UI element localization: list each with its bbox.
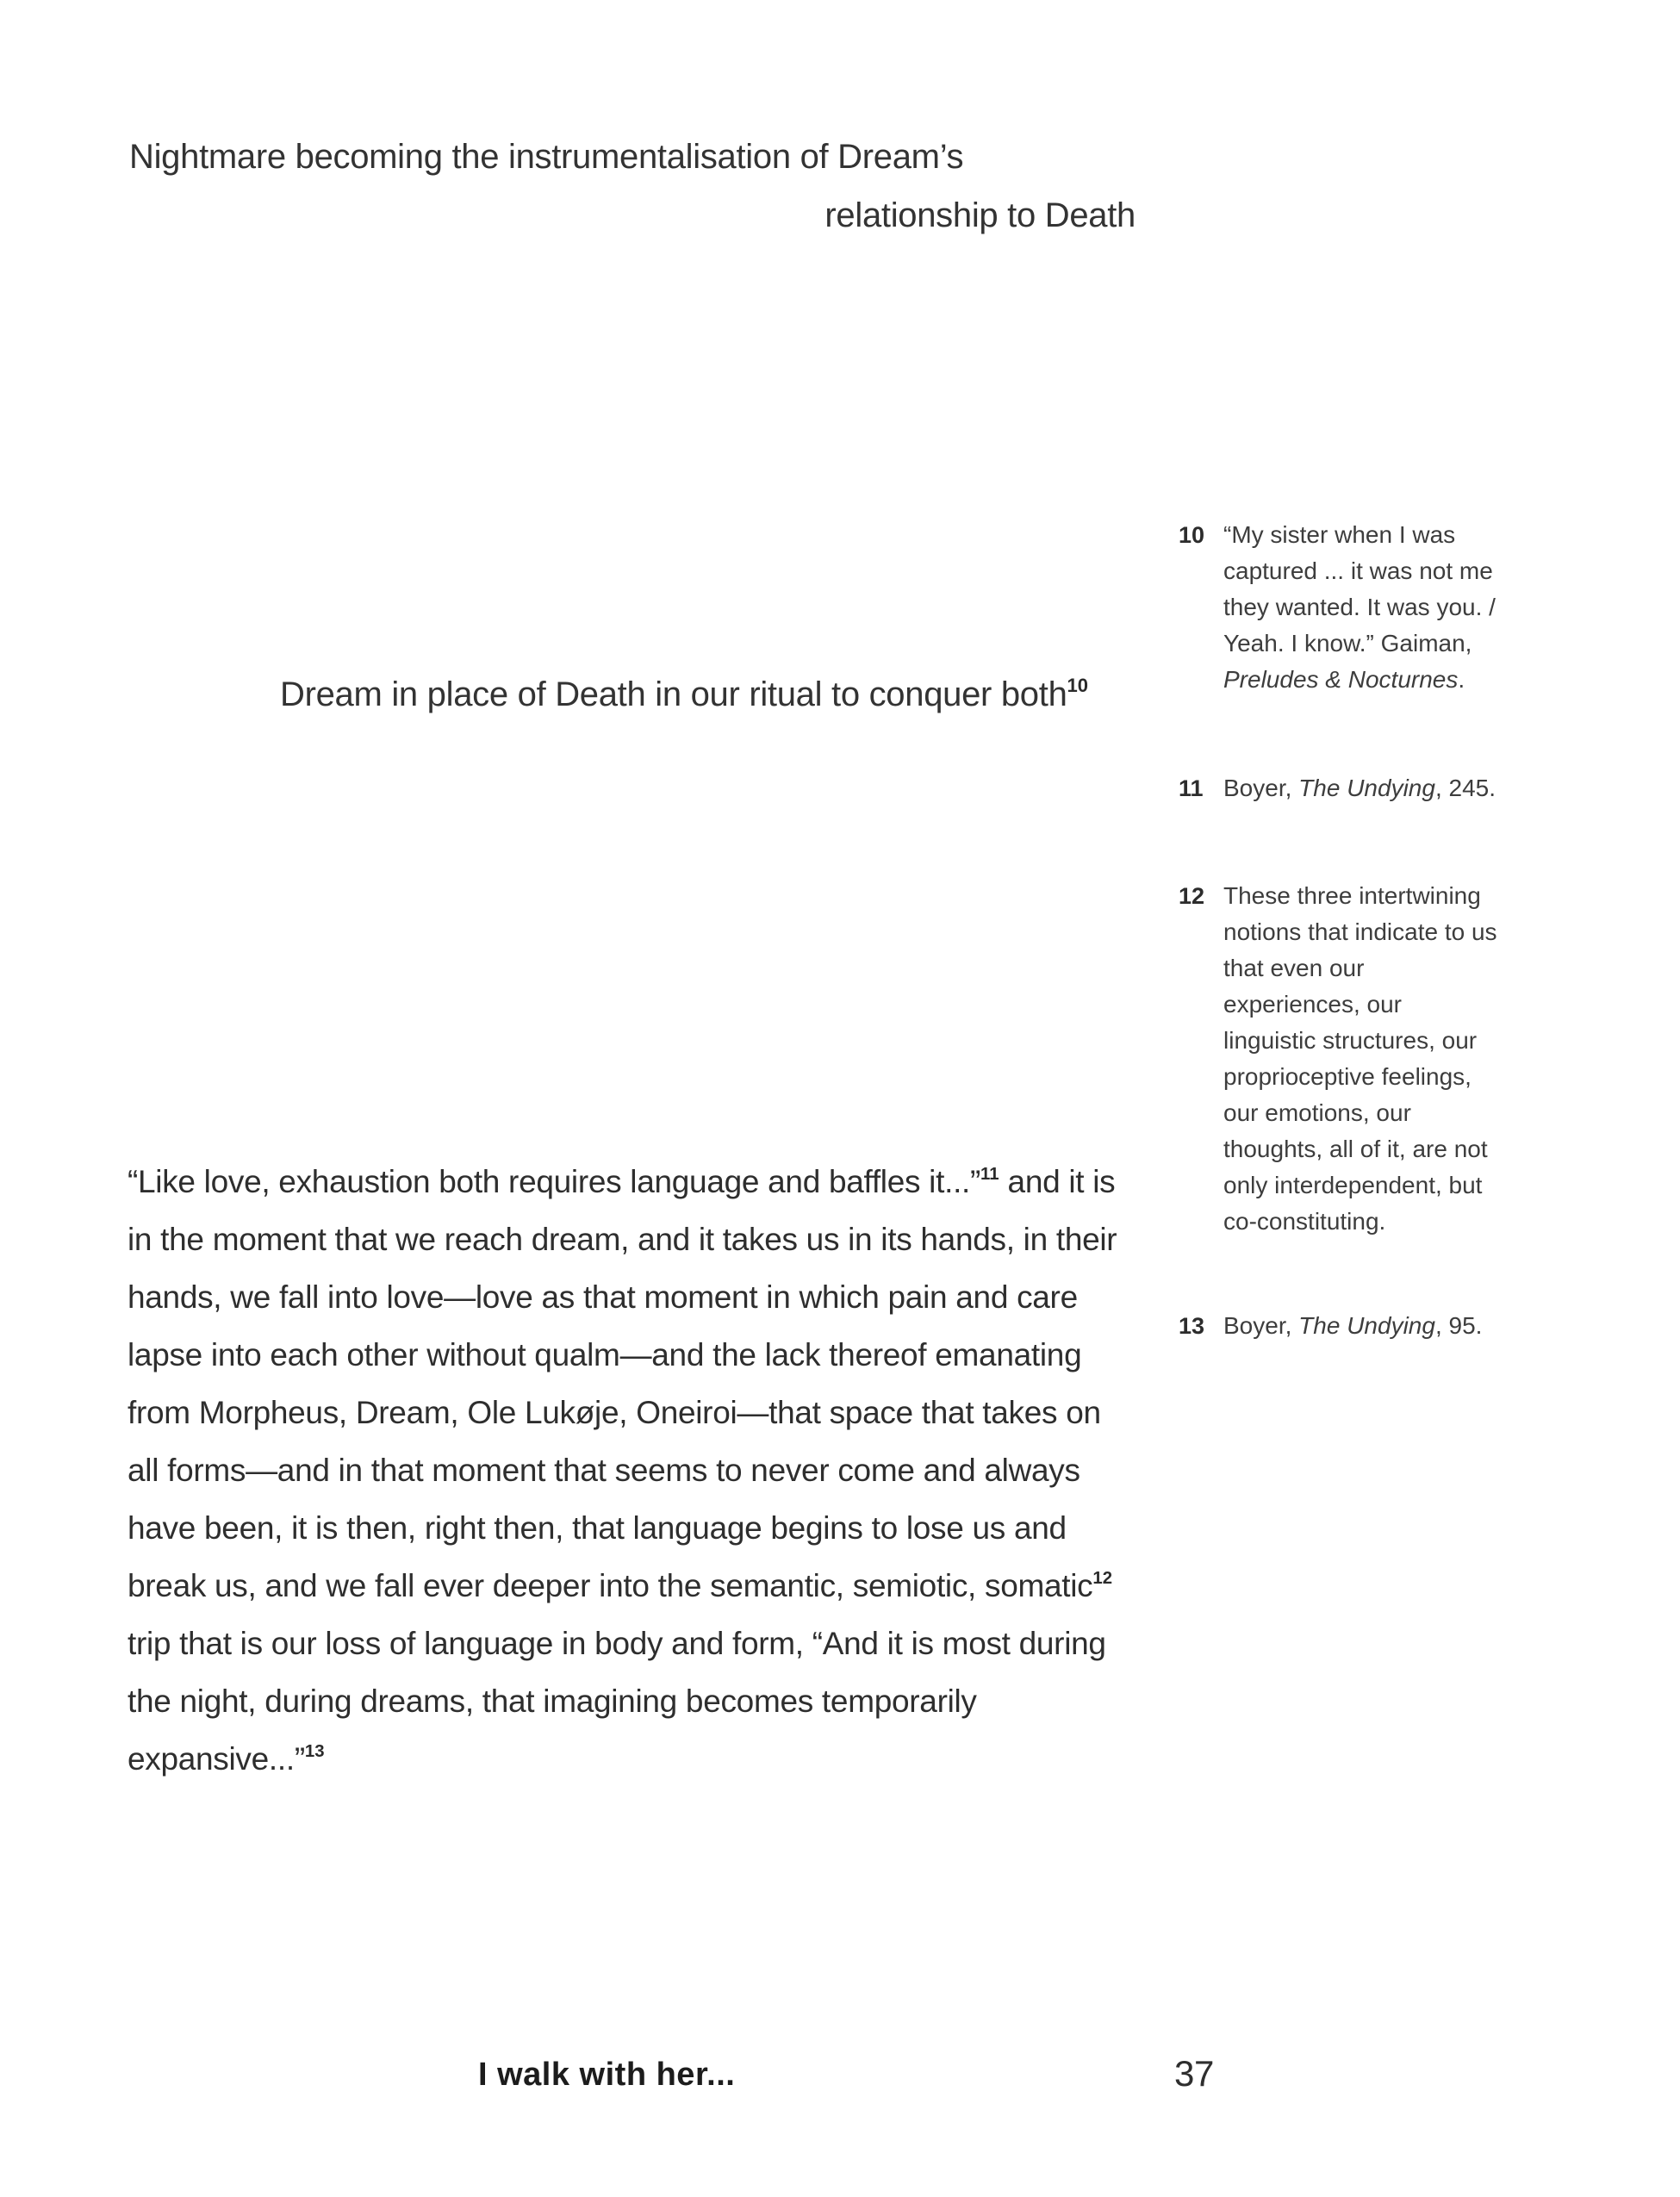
footer-title: I walk with her...	[478, 2057, 736, 2093]
sidenote-body	[1223, 517, 1497, 698]
sidenote-10	[1179, 517, 1497, 698]
page-number: 37	[1174, 2053, 1215, 2094]
sidenote-number: 12	[1179, 883, 1205, 909]
body-text: trip that is our loss of language in body and form, “And it is most during the night, during dreams, that imagining becomes temporarily expansive...”	[128, 1626, 1106, 1777]
sidenote-13	[1179, 1308, 1497, 1344]
sidenote-number: 11	[1179, 775, 1204, 801]
sidenote-text: The Undying	[1298, 775, 1435, 801]
sidenote-text: , 95.	[1434, 1312, 1483, 1339]
body-paragraph	[128, 1153, 1137, 1788]
sidenote-number: 10	[1179, 522, 1205, 548]
sidenote-body	[1223, 1308, 1497, 1344]
sidenote-text: Boyer,	[1223, 1312, 1299, 1339]
body-text: and it is in the moment that we reach dream, and it takes us in its hands, in their hands, we fall into love—love as that moment in which pain and care lapse into each other without qualm—and the lack thereof emanating from Morpheus, Dream, Ole Lukøje, Oneiroi—that space that takes on all forms—and in that moment that seems to never come and always have been, it is then, right then, that language begins to lose us and break us, and we fall ever deeper into the semantic, semiotic, somatic	[128, 1164, 1117, 1603]
sidenote-text: These three intertwining notions that indicate to us that even our experiences, our linguistic structures, our proprioceptive feelings, our emotions, our thoughts, all of it, are not only interdependent, but co-constituting.	[1223, 882, 1497, 1235]
sidenote-text: “My sister when I was captured ... it was not me they wanted. It was you. / Yeah. I know.” Gaiman,	[1223, 521, 1496, 657]
sidenote-text: Boyer,	[1223, 775, 1299, 801]
heading-line-2: relationship to Death	[824, 196, 1136, 234]
body-text: “Like love, exhaustion both requires language and baffles it...”	[128, 1164, 981, 1199]
sidenotes	[1179, 0, 1499, 2197]
pull-line-text: Dream in place of Death in our ritual to conquer both	[280, 675, 1067, 713]
note-ref-10: 10	[1067, 674, 1088, 696]
sidenote-body	[1223, 770, 1497, 806]
pull-line	[280, 675, 1228, 714]
sidenote-text: Preludes & Nocturnes	[1223, 666, 1459, 693]
note-ref-13: 13	[304, 1741, 325, 1761]
note-ref-11: 11	[980, 1164, 999, 1184]
sidenote-11	[1179, 770, 1497, 806]
sidenote-12	[1179, 878, 1497, 1240]
note-ref-12: 12	[1092, 1568, 1113, 1588]
sidenote-number: 13	[1179, 1313, 1205, 1339]
heading-line-1: Nightmare becoming the instrumentalisation of Dream’s	[129, 138, 964, 176]
sidenote-body	[1223, 878, 1497, 1240]
sidenote-text: .	[1458, 666, 1465, 693]
sidenote-text: The Undying	[1298, 1312, 1435, 1339]
sidenote-text: , 245.	[1434, 775, 1496, 801]
